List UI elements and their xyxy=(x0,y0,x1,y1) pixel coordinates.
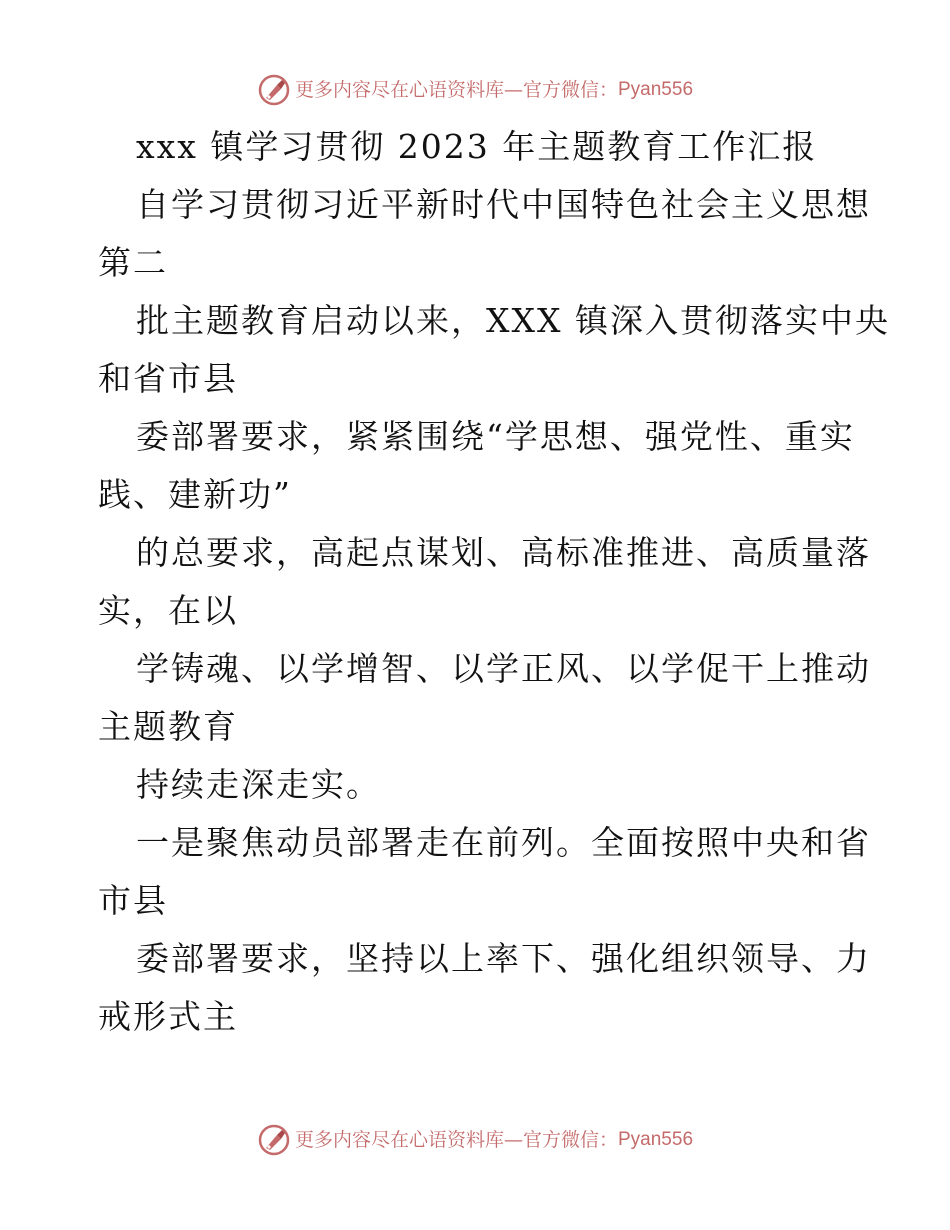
paragraph-line: 戒形式主 xyxy=(98,997,238,1036)
paragraph-line: 市县 xyxy=(98,881,168,920)
paragraph-line: 的总要求，高起点谋划、高标准推进、高质量落 xyxy=(136,533,871,572)
paragraph-line: 主题教育 xyxy=(98,707,238,746)
paragraph-line: 和省市县 xyxy=(98,359,238,398)
header-watermark xyxy=(0,72,950,106)
paragraph-line: 批主题教育启动以来，XXX 镇深入贯彻落实中央 xyxy=(136,301,890,340)
paragraph-line: 持续走深走实。 xyxy=(136,765,381,804)
paragraph-line: 委部署要求，坚持以上率下、强化组织领导、力 xyxy=(136,939,871,978)
fountain-pen-logo-icon xyxy=(257,1123,291,1157)
watermark-id: Pyan556 xyxy=(618,1128,694,1150)
paragraph-line: 第二 xyxy=(98,243,168,282)
watermark-text: 更多内容尽在心语资料库—官方微信： xyxy=(294,1128,618,1151)
watermark-text: 更多内容尽在心语资料库—官方微信： xyxy=(294,78,618,101)
document-body xyxy=(98,118,890,1046)
fountain-pen-logo-icon xyxy=(257,73,291,107)
document-title: xxx 镇学习贯彻 2023 年主题教育工作汇报 xyxy=(136,127,818,166)
paragraph-line: 践、建新功” xyxy=(98,475,292,514)
paragraph-line: 自学习贯彻习近平新时代中国特色社会主义思想 xyxy=(136,185,871,224)
paragraph-line: 一是聚焦动员部署走在前列。全面按照中央和省 xyxy=(136,823,871,862)
paragraph-line: 实，在以 xyxy=(98,591,238,630)
paragraph-line: 学铸魂、以学增智、以学正风、以学促干上推动 xyxy=(136,649,871,688)
paragraph-line: 委部署要求，紧紧围绕“学思想、强党性、重实 xyxy=(136,417,855,456)
footer-watermark xyxy=(0,1122,950,1156)
watermark-id: Pyan556 xyxy=(618,78,694,100)
